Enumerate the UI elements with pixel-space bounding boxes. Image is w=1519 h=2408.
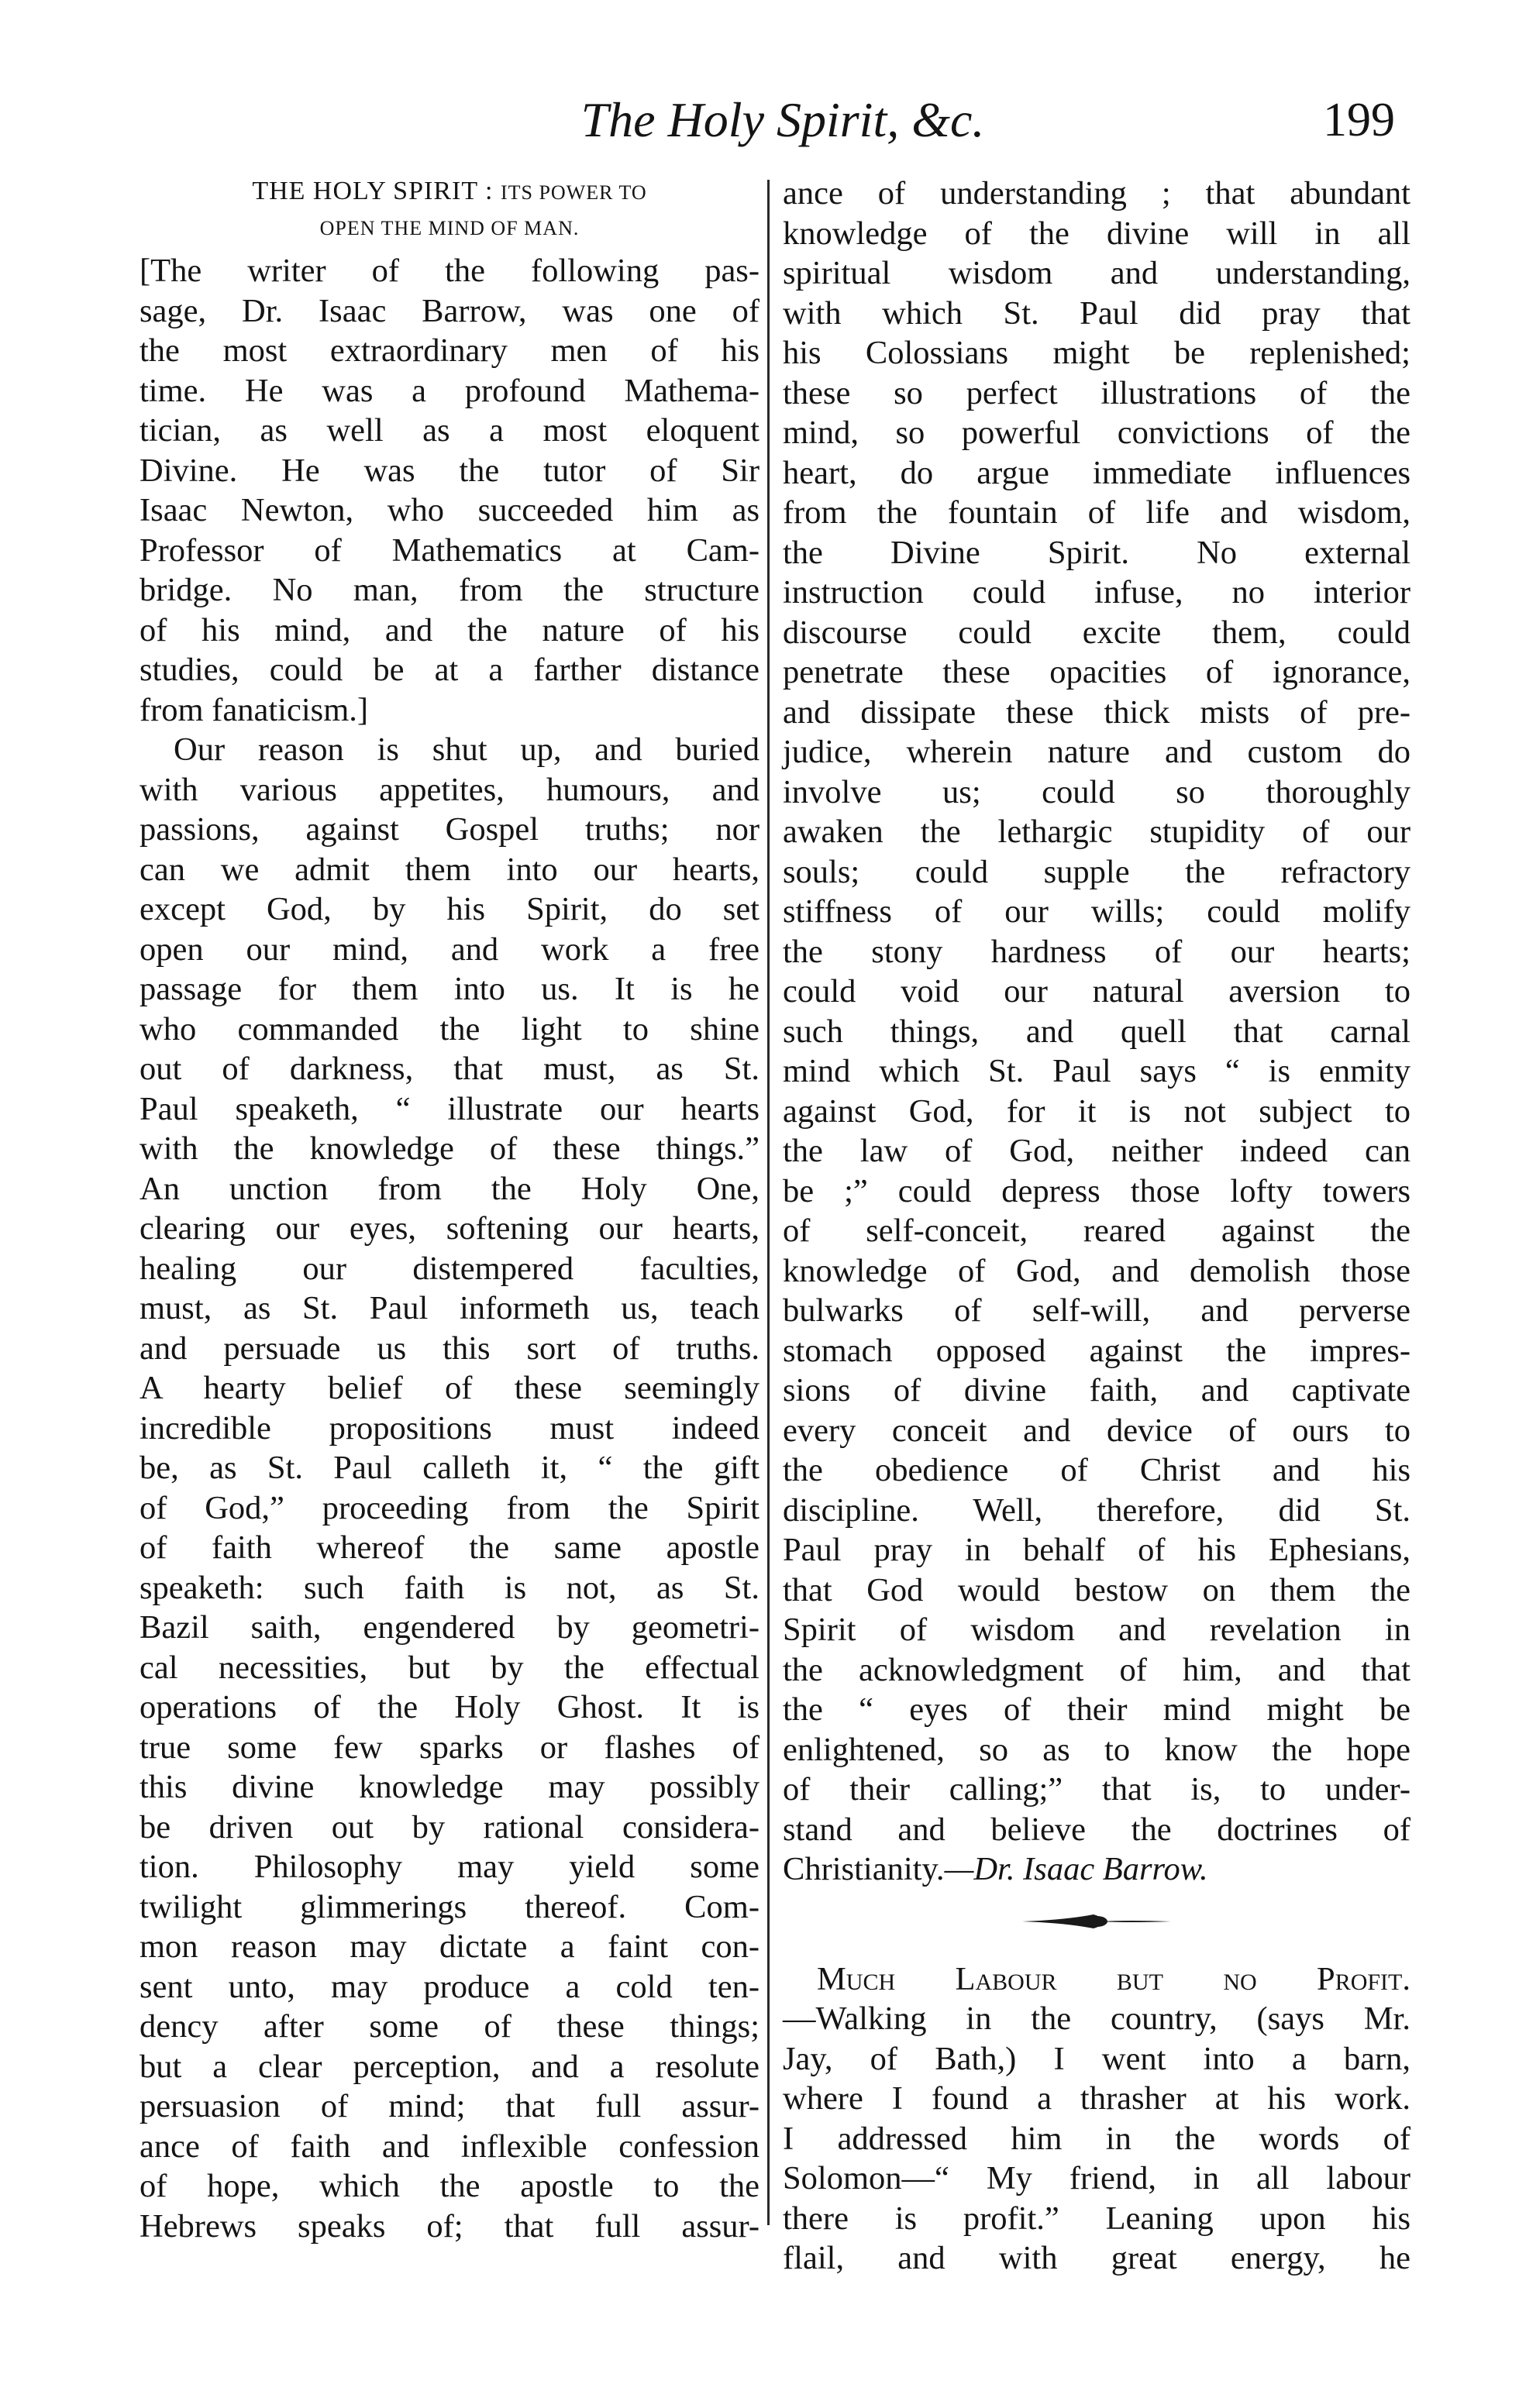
text-line: [The writer of the following pas-: [140, 253, 760, 289]
text-line: awaken the lethargic stupidity of our: [783, 814, 1410, 850]
text-line: open our mind, and work a free: [140, 931, 760, 968]
text-line: bridge. No man, from the structure: [140, 572, 760, 608]
text-line: of their calling;” that is, to under-: [783, 1771, 1410, 1808]
text-line: against God, for it is not subject to: [783, 1092, 1410, 1130]
text-line: judice, wherein nature and custom do: [783, 734, 1410, 770]
text-line: tician, as well as a most eloquent: [140, 412, 760, 449]
article-heading-line-2: [140, 209, 760, 245]
text-line: —Walking in the country, (says Mr.: [783, 2000, 1410, 2037]
right-column-text: [783, 174, 1410, 1890]
text-line: stomach opposed against the impres-: [783, 1332, 1410, 1369]
text-line: be, as St. Paul calleth it, “ the gift: [140, 1450, 760, 1486]
text-line: the acknowledgment of him, and that: [783, 1651, 1410, 1688]
text-line: the stony hardness of our hearts;: [783, 933, 1410, 970]
text-line: Jay, of Bath,) I went into a barn,: [783, 2040, 1410, 2077]
text-line: who commanded the light to shine: [140, 1010, 760, 1047]
text-line: passions, against Gospel truths; nor: [140, 811, 760, 848]
right-column: [783, 174, 1410, 2279]
text-line: cal necessities, but by the effectual: [140, 1649, 760, 1686]
text-line: sage, Dr. Isaac Barrow, was one of: [140, 292, 760, 329]
text-line: of hope, which the apostle to the: [140, 2168, 760, 2204]
text-line: be ;” could depress those lofty towers: [783, 1172, 1410, 1209]
text-line: dency after some of these things;: [140, 2008, 760, 2045]
section-divider-ornament: [1019, 1910, 1174, 1933]
text-line: from the fountain of life and wisdom,: [783, 494, 1410, 531]
article-title: Much Labour but no Profit.: [817, 1960, 1410, 1997]
text-line: mon reason may dictate a faint con-: [140, 1928, 760, 1965]
text-line: operations of the Holy Ghost. It is: [140, 1689, 760, 1725]
page-number: 199: [1323, 94, 1395, 146]
article-heading-small: ITS POWER TO: [500, 181, 647, 204]
text-line: these so perfect illustrations of the: [783, 374, 1410, 411]
text-line: sions of divine faith, and captivate: [783, 1372, 1410, 1409]
text-line: flail, and with great energy, he: [783, 2240, 1410, 2276]
text-line: with the knowledge of these things.”: [140, 1130, 760, 1167]
text-line: the Divine Spirit. No external: [783, 534, 1410, 571]
article-heading-line-1: [140, 174, 760, 209]
text-line: Our reason is shut up, and buried: [174, 731, 760, 768]
text-line: Bazil saith, engendered by geometri-: [140, 1609, 760, 1646]
text-line-final: [783, 1849, 1410, 1890]
text-line: out of darkness, that must, as St.: [140, 1051, 760, 1087]
text-line: sent unto, may produce a cold ten-: [140, 1968, 760, 2005]
text-line: Spirit of wisdom and revelation in: [783, 1612, 1410, 1648]
text-line: Professor of Mathematics at Cam-: [140, 531, 760, 569]
text-line: passage for them into us. It is he: [140, 971, 760, 1007]
text-line: ance of understanding ; that abundant: [783, 175, 1410, 212]
text-line: the obedience of Christ and his: [783, 1452, 1410, 1488]
text-line: discipline. Well, therefore, did St.: [783, 1491, 1410, 1529]
text-line: the law of God, neither indeed can: [783, 1133, 1410, 1169]
text-line: twilight glimmerings thereof. Com-: [140, 1888, 760, 1925]
text-line: the “ eyes of their mind might be: [783, 1691, 1410, 1728]
left-column: [140, 174, 760, 2246]
text-line: involve us; could so thoroughly: [783, 773, 1410, 810]
text-line: tion. Philosophy may yield some: [140, 1849, 760, 1885]
text-line: where I found a thrasher at his work.: [783, 2080, 1410, 2117]
text-line: discourse could excite them, could: [783, 614, 1410, 651]
text-line: Solomon—“ My friend, in all labour: [783, 2160, 1410, 2196]
text-line: can we admit them into our hearts,: [140, 851, 760, 888]
text-line: Paul speaketh, “ illustrate our hearts: [140, 1090, 760, 1127]
running-title: The Holy Spirit, &c.: [580, 92, 985, 147]
text-line: clearing our eyes, softening our hearts,: [140, 1210, 760, 1247]
text-line: bulwarks of self-will, and perverse: [783, 1292, 1410, 1329]
text-line: enlightened, so as to know the hope: [783, 1731, 1410, 1768]
text-line: penetrate these opacities of ignorance,: [783, 654, 1410, 690]
text-line: instruction could infuse, no interior: [783, 574, 1410, 611]
text-line: of faith whereof the same apostle: [140, 1529, 760, 1566]
text-line: every conceit and device of ours to: [783, 1412, 1410, 1449]
final-text: Christianity.: [783, 1851, 945, 1887]
text-line: of his mind, and the nature of his: [140, 611, 760, 648]
text-line: souls; could supple the refractory: [783, 853, 1410, 890]
text-line: An unction from the Holy One,: [140, 1170, 760, 1207]
text-line: true some few sparks or flashes of: [140, 1729, 760, 1766]
text-line: mind which St. Paul says “ is enmity: [783, 1053, 1410, 1089]
column-divider: [767, 180, 770, 2225]
running-head: [140, 85, 1395, 155]
text-line: but a clear perception, and a resolute: [140, 2048, 760, 2085]
text-line: spiritual wisdom and understanding,: [783, 255, 1410, 291]
text-line: Hebrews speaks of; that full assur-: [140, 2207, 760, 2245]
text-line: I addressed him in the words of: [783, 2120, 1410, 2157]
text-line: stiffness of our wills; could molify: [783, 893, 1410, 930]
text-line: of God,” proceeding from the Spirit: [140, 1489, 760, 1526]
text-line: and dissipate these thick mists of pre-: [783, 693, 1410, 731]
second-article: [783, 1959, 1410, 2279]
text-line: A hearty belief of these seemingly: [140, 1370, 760, 1406]
text-line: knowledge of the divine will in all: [783, 215, 1410, 252]
text-line: such things, and quell that carnal: [783, 1013, 1410, 1050]
text-line: time. He was a profound Mathema-: [140, 372, 760, 409]
text-line: except God, by his Spirit, do set: [140, 891, 760, 927]
left-column-text: [140, 251, 760, 2246]
text-line: persuasion of mind; that full assur-: [140, 2088, 760, 2124]
text-line: knowledge of God, and demolish those: [783, 1252, 1410, 1289]
text-line: speaketh: such faith is not, as St.: [140, 1569, 760, 1606]
text-line: that God would bestow on them the: [783, 1571, 1410, 1608]
text-line: must, as St. Paul informeth us, teach: [140, 1290, 760, 1326]
text-line: incredible propositions must indeed: [140, 1409, 760, 1447]
text-line: his Colossians might be replenished;: [783, 335, 1410, 371]
text-line: of self-conceit, reared against the: [783, 1213, 1410, 1249]
text-line: Paul pray in behalf of his Ephesians,: [783, 1532, 1410, 1568]
text-line: with various appetites, humours, and: [140, 771, 760, 808]
text-line: and persuade us this sort of truths.: [140, 1330, 760, 1367]
text-line: studies, could be at a farther distance: [140, 652, 760, 688]
text-line: be driven out by rational considera-: [140, 1808, 760, 1846]
text-line: there is profit.” Leaning upon his: [783, 2200, 1410, 2237]
article-heading-main: THE HOLY SPIRIT :: [252, 177, 494, 205]
text-line: the most extraordinary men of his: [140, 332, 760, 369]
text-line: heart, do argue immediate influences: [783, 454, 1410, 491]
text-line: mind, so powerful convictions of the: [783, 415, 1410, 451]
text-line: could void our natural aversion to: [783, 973, 1410, 1010]
text-line: stand and believe the doctrines of: [783, 1811, 1410, 1848]
article-heading-small-2: OPEN THE MIND OF MAN.: [319, 217, 580, 239]
text-line: Isaac Newton, who succeeded him as: [140, 492, 760, 528]
text-line: ance of faith and inflexible confession: [140, 2128, 760, 2165]
text-line: with which St. Paul did pray that: [783, 294, 1410, 332]
text-line: this divine knowledge may possibly: [140, 1769, 760, 1805]
text-line: from fanaticism.]: [140, 691, 369, 728]
text-line: healing our distempered faculties,: [140, 1250, 760, 1287]
text-line: Divine. He was the tutor of Sir: [140, 452, 760, 489]
attribution: —Dr. Isaac Barrow.: [944, 1851, 1208, 1887]
